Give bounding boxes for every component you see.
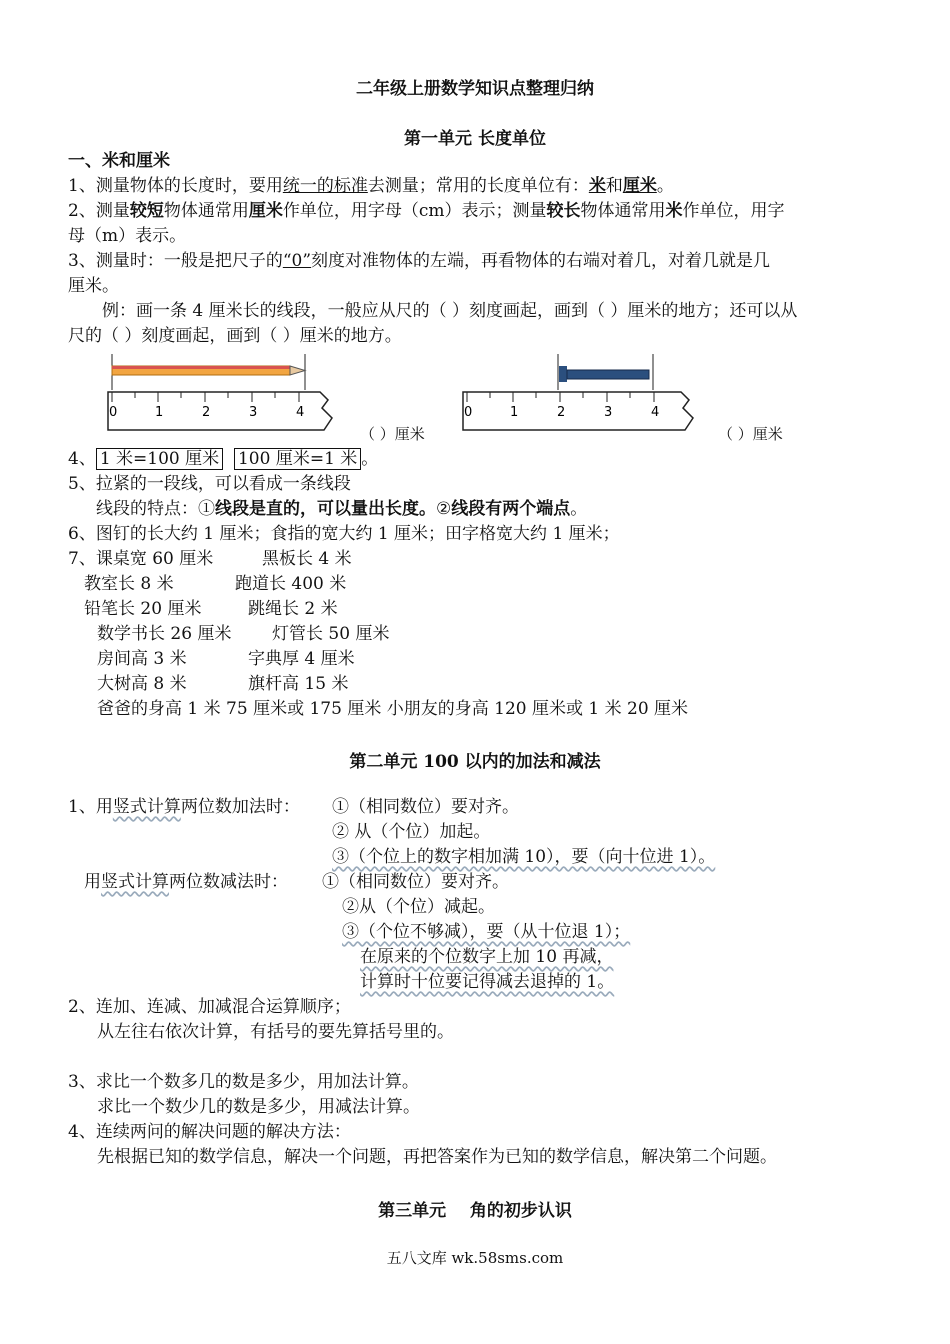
item7-row-0-a: 7、课桌宽 60 厘米 [68,549,214,569]
item1-text-c: 去测量；常用的长度单位有： [367,176,589,196]
footer-watermark: 五八文库 wk.58sms.com [386,1249,564,1267]
ruler-pencil-svg [100,352,360,440]
unit2-heading: 第二单元 100 以内的加法和减法 [349,752,601,772]
item1-text-e: 和 [605,176,623,196]
item7-row-2-a: 铅笔长 20 厘米 [84,599,202,619]
add-label-c: 两位数加法时： [180,797,300,817]
unit2-item2-line2: 从左往右依次计算，有括号的要先算括号里的。 [97,1022,454,1042]
item5-text-d: 线段有两个端点 [451,499,571,519]
ruler1-caption: （ ）厘米 [360,425,425,443]
sub-step-4: 在原来的个位数字上加 10 再减， [360,947,614,967]
item7-row-0-b: 黑板长 4 米 [262,549,352,569]
add-label-b: 竖式计算 [112,797,181,817]
add-step-2: ② 从（个位）加起。 [332,822,491,842]
ruler2-label-3: 3 [604,405,613,420]
ruler-label-0: 0 [109,405,118,420]
item3-text-a: 3、测量时：一般是把尺子的 [68,251,283,271]
item5-text-c: ② [436,499,452,519]
item7-row-2-b: 跳绳长 2 米 [248,599,338,619]
item7-row-4-b: 字典厚 4 厘米 [248,649,355,669]
item7-row-1-a: 教室长 8 米 [84,574,174,594]
item7-last: 爸爸的身高 1 米 75 厘米或 175 厘米 小朋友的身高 120 厘米或 1 米 20 厘米 [97,699,689,719]
unit3-heading: 第三单元 角的初步认识 [378,1201,572,1221]
sub-step-5: 计算时十位要记得减去退掉的 1。 [360,972,615,992]
ruler-label-2: 2 [202,405,211,420]
sub-label-b: 竖式计算 [101,872,169,892]
item2-text-g: 物体通常用 [580,201,666,221]
item2-text-e: 作单位，用字母（cm）表示；测量 [282,201,547,221]
pencil-tip [290,366,305,375]
unit2-item4-line2: 先根据已知的数学信息，解决一个问题，再把答案作为已知的数学信息，解决第二个问题。 [97,1147,777,1167]
ruler-label-1: 1 [155,405,164,420]
sub-step-1: ①（相同数位）要对齐。 [322,872,509,892]
ruler-nail-svg [455,352,715,440]
ruler-label-3: 3 [249,405,258,420]
item3-line1 [68,249,770,273]
item5-text-a: 线段的特点：① [96,499,215,519]
unit2-item3-line2: 求比一个数少几的数是多少，用减法计算。 [97,1097,420,1117]
addition-label [68,795,300,819]
item2-text-a: 2、测量 [68,201,130,221]
item1-text-g: 。 [656,176,674,196]
add-step-3: ③（个位上的数字相加满 10），要（向十位进 1）。 [332,847,716,867]
conversion-box-2: 100 厘米=1 米 [234,448,361,470]
subtraction-label [84,870,288,894]
item2-text-f: 较长 [546,201,581,221]
item5-text-b: 线段是直的，可以量出长度。 [215,499,436,519]
sub-label-c: 两位数减法时： [169,872,288,892]
item1-text-d: 米 [588,176,606,196]
item3-line2: 厘米。 [68,276,119,296]
example-line2: 尺的（ ）刻度画起，画到（ ）厘米的地方。 [68,326,402,346]
unit2-item4-line1: 4、连续两问的解决问题的解决方法： [68,1122,351,1142]
example-line1: 例：画一条 4 厘米长的线段，一般应从尺的（ ）刻度画起，画到（ ）厘米的地方；还可以从 [102,301,798,321]
item2-line1 [68,199,784,223]
pencil-band [112,366,290,369]
item2-text-i: 作单位，用字 [682,201,785,221]
section-heading: 一、米和厘米 [68,151,170,171]
item4 [68,447,378,471]
document-title: 二年级上册数学知识点整理归纳 [356,79,594,99]
ruler2-label-0: 0 [464,405,473,420]
item6: 6、图钉的长大约 1 厘米；食指的宽大约 1 厘米；田字格宽大约 1 厘米； [68,524,620,544]
ruler2-label-2: 2 [557,405,566,420]
item2-text-h: 米 [665,201,683,221]
ruler-figure-1 [100,352,360,445]
add-step-1: ①（相同数位）要对齐。 [332,797,519,817]
item1-text-b: 统一的标准 [282,176,368,196]
conversion-box-1: 1 米=100 厘米 [96,448,223,470]
item5-line1: 5、拉紧的一段线，可以看成一条线段 [68,474,351,494]
nail-head [559,366,567,382]
ruler2-label-4: 4 [651,405,660,420]
item3-text-c: 刻度对准物体的左端，再看物体的右端对着几，对着几就是几 [311,251,771,271]
item7-row-4-a: 房间高 3 米 [97,649,187,669]
item5-line2 [96,497,587,521]
item2-text-c: 物体通常用 [163,201,249,221]
sub-label-a: 用 [84,872,101,892]
item3-text-b: “0” [282,251,312,271]
item2-text-b: 较短 [129,201,164,221]
item7-row-3-b: 灯管长 50 厘米 [272,624,390,644]
item7-row-5-b: 旗杆高 15 米 [248,674,349,694]
item1-text-f: 厘米 [622,176,657,196]
unit2-item2-line1: 2、连加、连减、加减混合运算顺序； [68,997,351,1017]
item5-text-e: 。 [570,499,588,519]
add-label-a: 1、用 [68,797,113,817]
item4-text-a: 4、 [68,449,96,469]
item1-text-a: 1、测量物体的长度时，要用 [68,176,283,196]
ruler-label-4: 4 [296,405,305,420]
item2-text-d: 厘米 [248,201,283,221]
nail-body [567,370,649,379]
item7-row-3-a: 数学书长 26 厘米 [97,624,232,644]
ruler2-caption: （ ）厘米 [718,425,783,443]
ruler2-label-1: 1 [510,405,519,420]
item7-row-5-a: 大树高 8 米 [97,674,187,694]
item2-line2: 母（m）表示。 [68,226,187,246]
item7-row-1-b: 跑道长 400 米 [235,574,347,594]
item4-text-d: 。 [361,449,379,469]
unit1-heading: 第一单元 长度单位 [404,129,546,149]
unit2-item3-line1: 3、求比一个数多几的数是多少，用加法计算。 [68,1072,419,1092]
sub-step-2: ②从（个位）减起。 [342,897,495,917]
ruler-figure-2 [455,352,715,445]
item1 [68,174,674,198]
sub-step-3: ③（个位不够减），要（从十位退 1）； [342,922,631,942]
